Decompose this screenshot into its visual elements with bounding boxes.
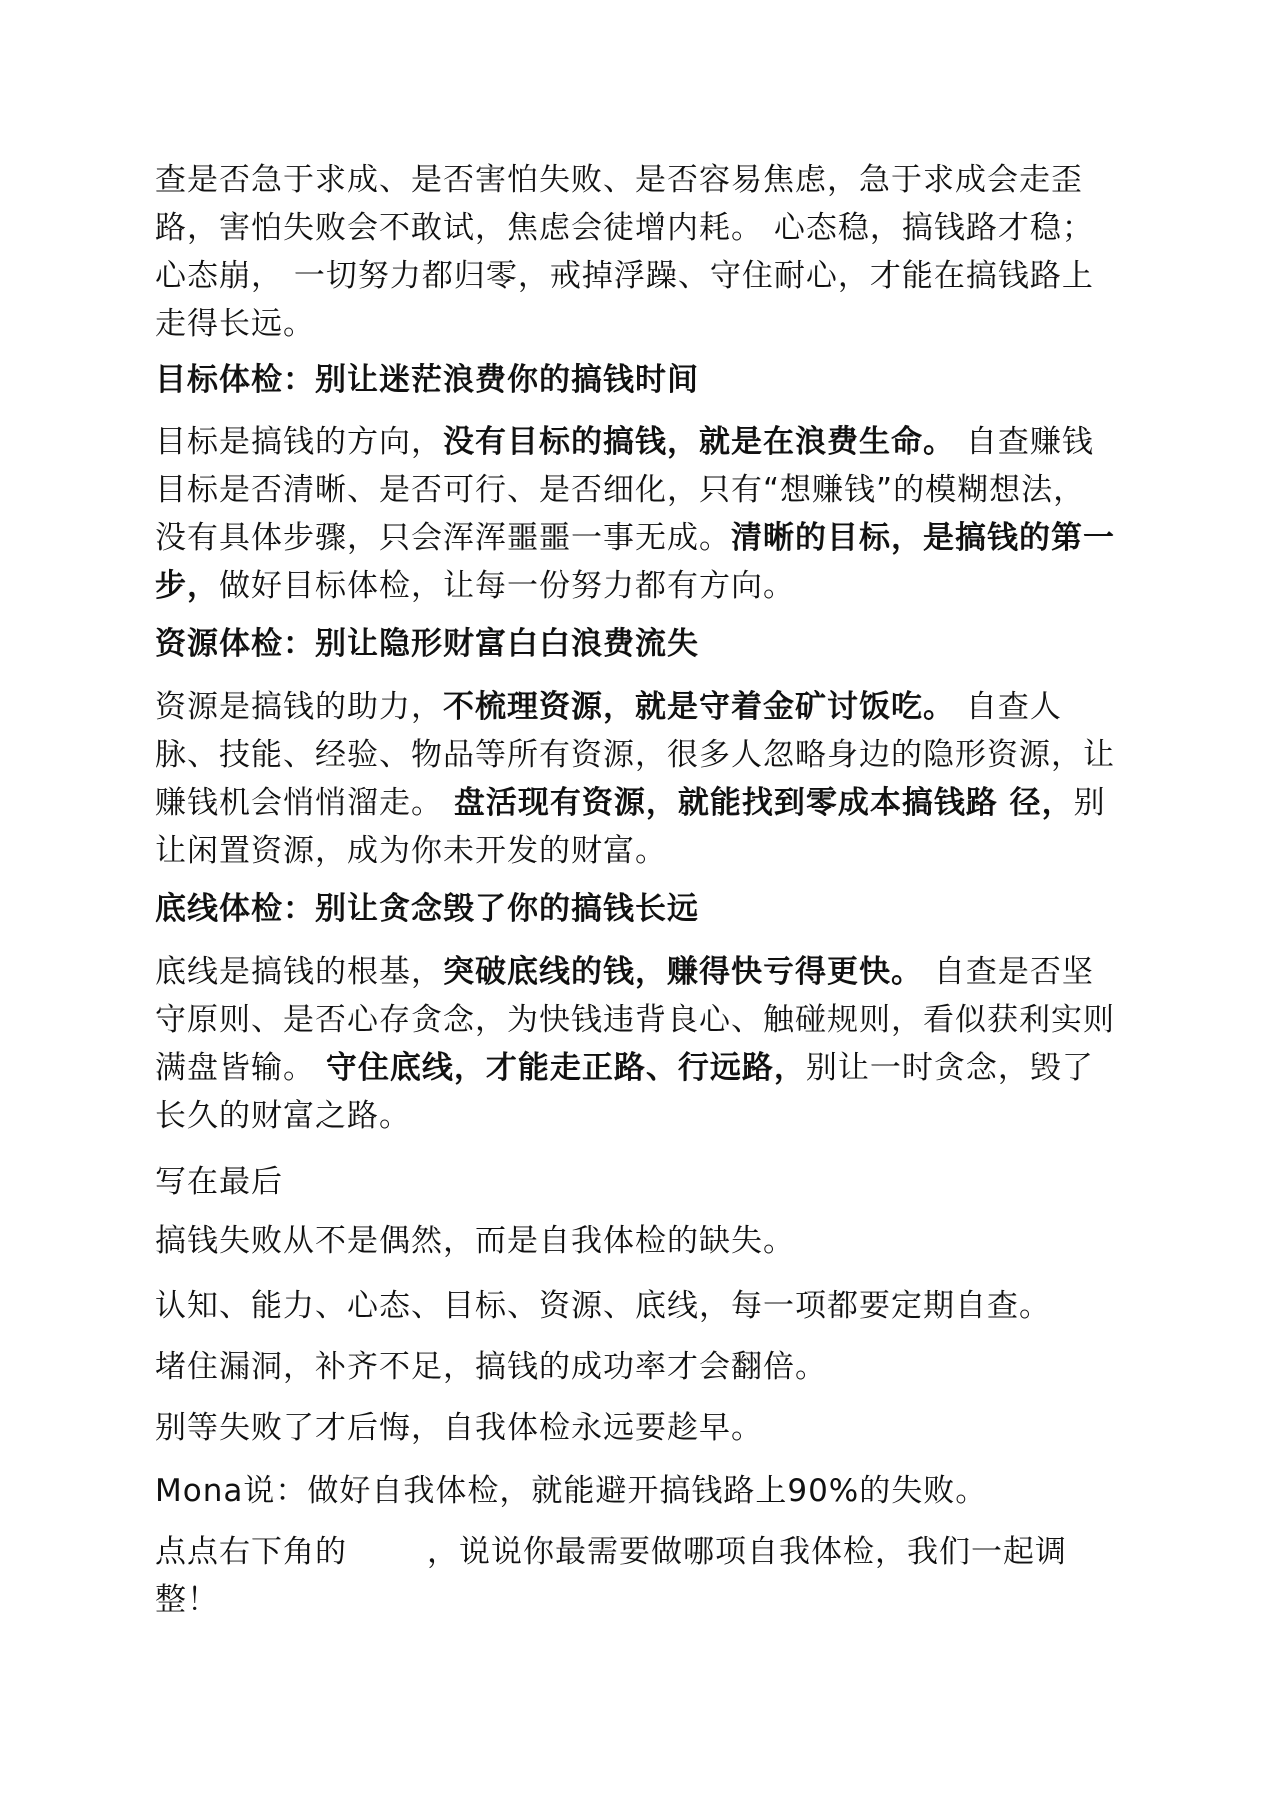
resource-heading: 资源体检：别让隐形财富白白浪费流失 xyxy=(155,626,699,662)
goal-text-3: 做好目标体检，让每一份努力都有方向。 xyxy=(219,568,795,604)
resource-text-1: 资源是搞钱的助力， xyxy=(155,689,443,725)
mindset-text: 查是否急于求成、是否害怕失败、是否容易焦虑，急于求成会走歪路，害怕失败会不敢试，焦虑会徒增内耗。 心态稳，搞钱路才稳；心态崩， 一切努力都归零，戒掉浮躁、守住耐心，才能在搞钱路上走得长远。 xyxy=(155,162,1094,342)
cta-text-2: ，说说你最需要做哪项自我体检，我们一起调整！ xyxy=(155,1534,1067,1618)
resource-bold-1: 不梳理资源，就是守着金矿讨饭吃。 xyxy=(443,689,955,725)
closing-line-4: 别等失败了才后悔，自我体检永远要趁早。 xyxy=(155,1410,763,1446)
bottomline-text-1: 底线是搞钱的根基， xyxy=(155,954,443,990)
closing-line-2: 认知、能力、心态、目标、资源、底线，每一项都要定期自查。 xyxy=(155,1288,1051,1324)
closing-line-1: 搞钱失败从不是偶然，而是自我体检的缺失。 xyxy=(155,1223,795,1259)
goal-paragraph xyxy=(155,418,1115,610)
bottomline-heading: 底线体检：别让贪念毁了你的搞钱长远 xyxy=(155,891,699,927)
mindset-paragraph xyxy=(155,156,1115,348)
goal-heading: 目标体检：别让迷茫浪费你的搞钱时间 xyxy=(155,362,699,398)
bottomline-paragraph xyxy=(155,948,1115,1140)
bottomline-text-3: 别让一时贪念，毁了长久的财富之路。 xyxy=(155,1050,1094,1134)
resource-text-2: 自查人脉、技能、经验、物品等所有资源，很多人忽略身边的隐形资源，让赚钱机会悄悄溜走。 xyxy=(155,689,1115,821)
cta-text-1: 点点右下角的 xyxy=(155,1534,347,1570)
resource-paragraph xyxy=(155,683,1115,875)
goal-text-1: 目标是搞钱的方向， xyxy=(155,424,443,460)
goal-bold-1: 没有目标的搞钱，就是在浪费生命。 xyxy=(443,424,955,460)
goal-text-2: 自查赚钱目标是否清晰、是否可行、是否细化，只有“想赚钱”的模糊想法，没有具体步骤，只会浑浑噩噩一事无成。 xyxy=(155,424,1094,556)
bottomline-bold-2: 守住底线，才能走正路、行远路， xyxy=(325,1050,806,1086)
goal-bold-2: 清晰的目标，是搞钱的第一 步， xyxy=(155,520,1115,604)
resource-text-3: 别让闲置资源，成为你未开发的财富。 xyxy=(155,785,1106,869)
closing-cta xyxy=(155,1528,1115,1624)
bottomline-bold-1: 突破底线的钱，赚得快亏得更快。 xyxy=(443,954,923,990)
closing-line-5: Mona说：做好自我体检，就能避开搞钱路上90%的失败。 xyxy=(155,1473,988,1509)
closing-title: 写在最后 xyxy=(155,1164,283,1200)
bottomline-text-2: 自查是否坚守原则、是否心存贪念，为快钱违背良心、触碰规则，看似获利实则满盘皆输。 xyxy=(155,954,1115,1086)
closing-line-3: 堵住漏洞，补齐不足，搞钱的成功率才会翻倍。 xyxy=(155,1349,827,1385)
resource-bold-2: 盘活现有资源，就能找到零成本搞钱路 径， xyxy=(453,785,1074,821)
